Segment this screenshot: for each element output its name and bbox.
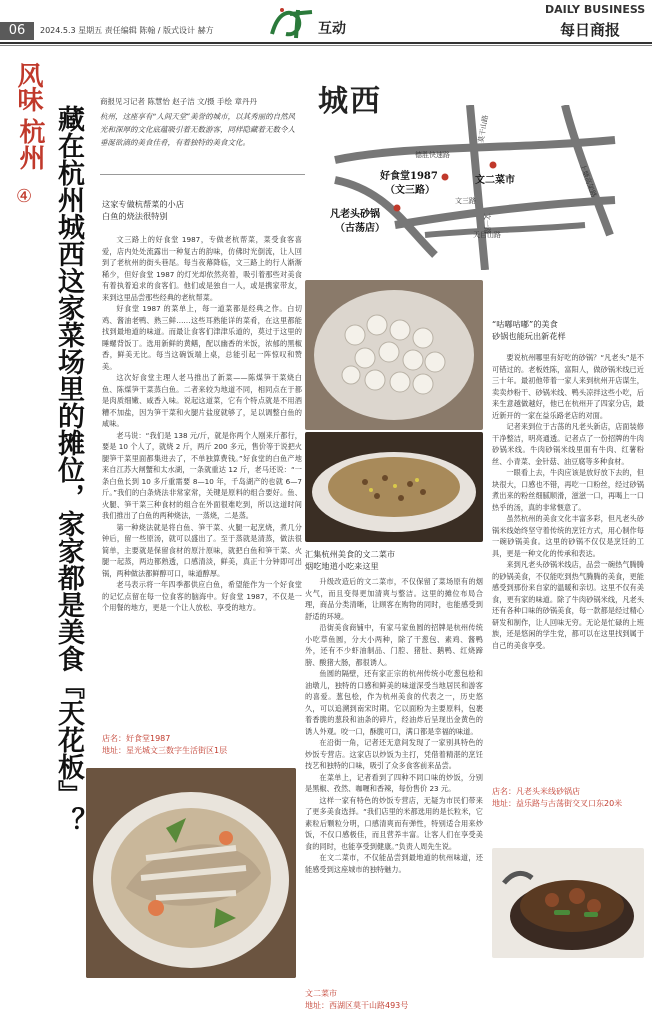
road-label: 文三路 (455, 197, 476, 205)
section2-caption-line2: 烟吃地道小吃来这里 (305, 561, 379, 571)
paper-name-en: DAILY BUSINESS (545, 3, 646, 16)
section3-paragraph: 虽然杭州的美食文化丰富多彩，但凡老头砂锅米线始终坚守着传统的烹饪方式，用心制作每一碗砂锅美食。这里的砂锅不仅仅是烹饪的工具，更是一种文化的传承和表达。 (492, 514, 644, 558)
section3-subtitle (492, 318, 644, 342)
section3-body (492, 352, 644, 752)
section1-subtitle (102, 198, 302, 222)
section1-paragraph: 这次好食堂主理人老马推出了新菜——陈煤笋干菜烧白鱼、陈煤笋干菜蒸白鱼。二者来较为地道不同，相同点在于都是肉质细嫩、咸香入味。说起这道菜，它有个特点就是不用酒糟不加盐，因为笋干菜和火腿片盐度就够了，足以调整白鱼的咸味。 (102, 373, 302, 428)
intro-divider (100, 174, 305, 175)
section3-paragraph: 一眼看上去，牛肉应该是放好放下去的，但块很大，口感也不错，再吃一口粉丝，经过砂锅煮出来的粉丝细腻顺滑，滋滋一口，再喝上一口热乎的汤，真的非常惬意了。 (492, 468, 644, 512)
section3-subtitle-line2: 砂锅也能玩出新花样 (492, 331, 566, 341)
section2-paragraph: 沿街美食商铺中，有家马家鱼圆的招牌是杭州传统小吃草鱼圆，分大小两种，除了干葱包、素鸡、酱鸭外，还有不少虾油制品、门腔、猪肚、鹅鸭、红烧蹄膀、酸猪大肠，都很诱人。 (305, 623, 483, 667)
section3-shop-address: 地址：益乐路与古荡街交叉口东20米 (492, 799, 623, 808)
section1-paragraph: 好食堂 1987 的菜单上，每一道菜都是经典之作。白切鸡、酱油老鸭、熟三鲜……这些耳熟能详的菜肴，在这里都能找到最地道的味道。而最让食客们津津乐道的，莫过于这里的睡螺背饭丁。选用新鲜的黄鳝，配以幽香的米饭，浓郁的黑椒香，鲜美无比。每当这碗饭端上桌，总能引起一阵惊叹和赞美。 (102, 304, 302, 371)
section2-shop-address: 地址：西湖区莫干山路493号 (305, 1001, 409, 1010)
byline: 商报见习记者 陈慧怡 赵子洁 文/摄 手绘 章丹丹 (100, 97, 257, 106)
headline: 藏在杭州城西这家菜场里的摊位，家家都是美食『天花板』？ (53, 105, 84, 834)
section3-paragraph: 记者来到位于古荡的凡老头新店，店面装修干净整洁，明亮通透。记者点了一份招牌的牛肉砂锅米线。牛肉砂锅米线里面有牛肉、红薯粉丝、小青菜、金针菇、油豆腐等多种食材。 (492, 422, 644, 466)
section1-shop-info (102, 733, 302, 757)
fried-rice-illustration (305, 432, 483, 542)
header-rule (0, 42, 652, 44)
section2-paragraph: 在沿街一角，记者还无意间发现了一家别具特色的炒饭专营店。这家店以炒饭为主打，凭借着精湛的烹饪技艺和独特的口味，吸引了众多食客前来品尝。 (305, 738, 483, 770)
section1-paragraph: 老马说：“我们是 138 元/斤，就是你两个人刚来斤都行，要是 10 个人了，就烧 2 斤，两斤 200 多元，售价等于说把火腿笋干菜里面都集进去了，不单独算费钱。”好食堂的白鱼产地来自江苏大闸蟹和太水湖，一条就重达 12 斤，老马还说：“一条白鱼长到 10 多斤重需要 8—10 年，千岛湖产的也就 6—7 斤。”我们的白条烧法非常家常，关键是原料的组合要好。鱼、火腿、笋干菜三种食材的组合在外面很难吃到，所以这道时间我们推出了白鱼的两种烧法，一蒸烧，二是蒸。 (102, 430, 302, 520)
section2-paragraph: 这样一家有特色的炒饭专营店，无疑为市民们带来了更多美食选择。“我们店里的米都选用的是长粒米，它素粒后颗粒分明，口感清爽而有弹性，特别适合用来炒饭，不仅口感极佳，而且营养丰富。让客人们在享受美食的同时，也能享受到健康。”负责人周先生说。 (305, 795, 483, 851)
map-pin-icon (394, 205, 401, 212)
claypot-photo (492, 848, 644, 958)
map-pin-icon (490, 162, 497, 169)
map-place-sub: （古荡店） (335, 223, 385, 234)
section3-subtitle-line1: “咕嘟咕嘟”的美食 (492, 319, 558, 329)
section3-shop-info (492, 786, 644, 810)
fishball-illustration (305, 280, 483, 430)
section2-caption (305, 548, 483, 572)
section1-paragraph: 文三路上的好食堂 1987，专做老杭帮菜，菜受食客喜爱，店内处处流露出一种复古的韵味，仿佛时光倒流，让人回到了老杭州的街头巷尾。每当夜幕降临，文三路上的行人渐渐稀少，但好食堂 1987 的灯光却依然亮着，吸引着那些对美食有着执着追求的食客们。他们或是独自一人，或是携家带友，来到这里品尝那些经典的老杭帮菜。 (102, 235, 302, 302)
map-pin-icon (442, 174, 449, 181)
section2-caption-line1: 汇集杭州美食的文二菜市 (305, 549, 396, 559)
section-tag: 互动 (318, 21, 346, 37)
section2-paragraph: 鱼圆的隔壁，还有家正宗的杭州传统小吃葱包桧和油墩儿，独特的口感和鲜美的味道深受当地居民和游客的喜爱。葱包桧，作为杭州美食的代表之一，历史悠久，可以追溯到南宋时期。它以面粉为主要原料，包裹着香脆的葱段和油条的碎片，经油炸后呈现出金黄色的诱人外观。咬一口，酥脆可口，满口都是幸福的味道。 (305, 669, 483, 736)
intro-paragraph: 杭州，这座享有“人间天堂”美誉的城市，以其秀丽的自然风光和深厚的文化底蕴吸引着无数游客，同样隐藏着无数令人垂涎欲滴的美食佳肴，有着独特的美食文化。 (100, 112, 296, 147)
section1-subtitle-line2: 白鱼的烧法很特别 (102, 211, 168, 221)
section2-shop-name: 文二菜市 (305, 989, 337, 998)
header-rule-thin (0, 45, 652, 46)
paper-name-cn: 每日商报 (560, 21, 621, 39)
section1-shop-address: 地址：星光城文三数字生活街区1层 (102, 746, 228, 755)
column-issue-number: ④ (16, 186, 33, 207)
section2-paragraph: 升级改造后的文二菜市，不仅保留了菜场原有的烟火气，而且变得更加清爽与整洁。这里的摊位布局合理，商品分类清晰，让顾客在购物的同时，也能感受到舒适的环境。 (305, 577, 483, 621)
map-road (425, 225, 585, 235)
section3-shop-name: 店名：凡老头米线砂锅店 (492, 787, 580, 796)
section1-shop-name: 店名：好食堂1987 (102, 734, 171, 743)
dateline: 2024.5.3 星期五 责任编辑 陈翰 / 版式设计 赫方 (40, 26, 214, 35)
claypot-illustration (492, 848, 644, 958)
map-road (395, 200, 615, 225)
fish-dish-illustration (86, 768, 296, 978)
road-label: 天目山路 (473, 231, 501, 239)
map-place-sub: （文三路） (385, 185, 435, 196)
road-label: 德胜快速路 (415, 151, 450, 159)
section3-paragraph: 来到凡老头砂锅米线店，品尝一碗热气腾腾的砂锅美食，不仅能吃到热气腾腾的美食，更能感受到那份来自家的温暖和亲切。这里不仅有美食，更有家的味道。除了牛肉砂锅米线，凡老头还有各种口味的砂锅美食，每一款都是经过精心研发和制作，让人回味无穷。无论是忙碌的上班族，还是悠闲的学生党，都可以在这里找到属于自己的美食享受。 (492, 560, 644, 650)
fried-rice-photo (305, 432, 483, 542)
column-name-line1: 风味 (13, 62, 43, 110)
section2-shop-info (305, 988, 483, 1012)
section2-paragraph: 在文二菜市，不仅能品尝到最地道的杭州味道，还能感受到这座城市的独特魅力。 (305, 853, 483, 874)
road-label: 上塘高架路 (578, 162, 598, 199)
district-map (325, 105, 620, 270)
section1-subtitle-line1: 这家专做杭帮菜的小店 (102, 199, 184, 209)
map-place-name: 文二菜市 (475, 175, 515, 186)
map-place-name: 凡老头砂锅 (330, 209, 380, 220)
page-number: 06 (0, 22, 34, 40)
section2-body (305, 576, 483, 984)
section2-paragraph: 在菜单上，记者看到了四种不同口味的炒饭，分别是黑椒、孜然、咖喱和香辣，每份售价 23 元。 (305, 772, 483, 793)
section3-paragraph: 要说杭州哪里有好吃的砂锅？“凡老头”是不可错过的。老板姓陈，富阳人，做砂锅米线已近三十年。最初他带着一家人来到杭州开店谋生，卖卖炒粉干、砂锅米线、鸭头凉拌这些小吃，后来生意越做越好，他已在杭州开了四家分店，最近新开的一家在益乐路老店的对面。 (492, 353, 644, 420)
section1-body (102, 234, 302, 704)
section1-paragraph: 第一种烧法就是将白鱼、笋干菜、火腿一起烹烧，煮几分钟后，留一些原汤，就可以盛出了。至于蒸就是清蒸，做法很简单，主要就是保留食材的原汁原味，就把白鱼和笋干菜、火腿一起蒸，两边都熟透，口感清淡，鲜美，真正十分钟即可出锅，两种做法都鲜醇可口，味道醇厚。 (102, 522, 302, 578)
road-label: 莫干山路 (477, 114, 490, 144)
fish-dish-photo (86, 768, 296, 978)
fishball-photo (305, 280, 483, 430)
column-name-line2: 杭州 (15, 118, 45, 170)
section1-paragraph: 老马表示将一年四季都供应白鱼，希望能作为一个好食堂的记忆点留在每一位食客的脑海中。好食堂 1987，不仅是一个用餐的地方，更是一个让人放松、享受的地方。 (102, 580, 302, 612)
map-title: 城西 (318, 84, 382, 119)
road-label: 文一路 (483, 213, 491, 234)
map-place-name: 好食堂1987 (380, 171, 438, 182)
